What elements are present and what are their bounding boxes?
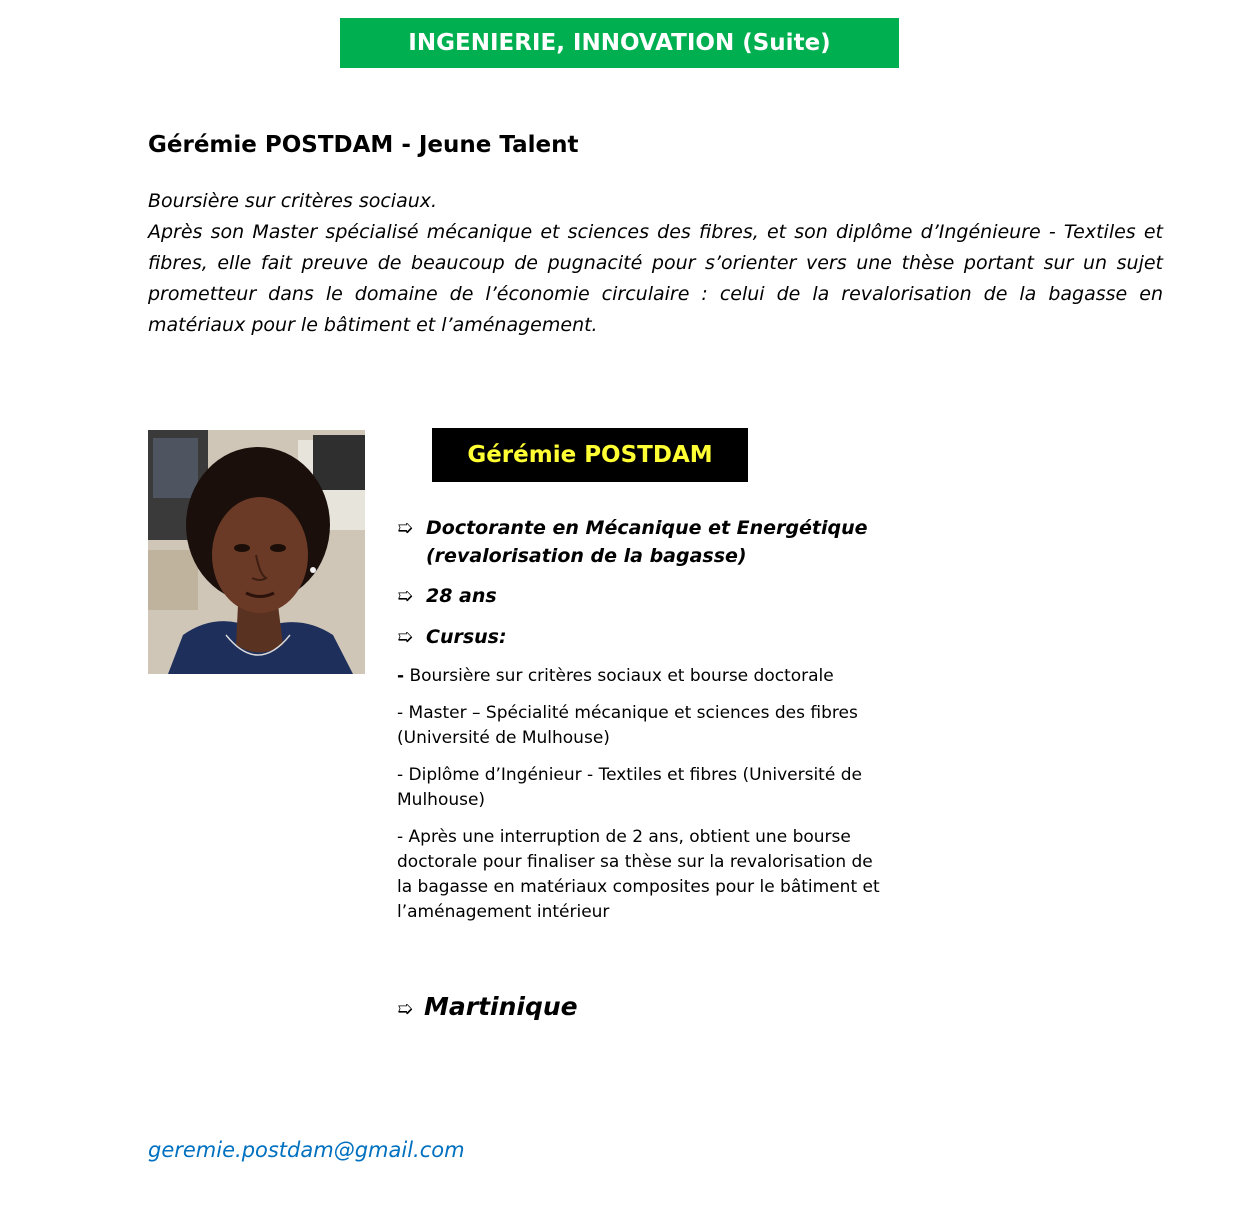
intro-paragraph: Après son Master spécialisé mécanique et sciences des fibres, et son diplôme d’Ingénieure - Textiles et fibres, elle fait preuve de beaucoup de pugnacité pour s’orienter vers une thèse portant sur un sujet prometteur dans le domaine de l’économie circulaire : celui de la revalorisation de la bagasse en matériaux pour le bâtiment et l’aménagement. — [148, 221, 1163, 336]
cursus-item — [397, 701, 887, 751]
bullet-item — [397, 514, 887, 570]
cursus-text: Master – Spécialité mécanique et sciences des fibres (Université de Mulhouse) — [397, 703, 858, 748]
profile-name: Gérémie POSTDAM — [467, 442, 713, 468]
location-text: Martinique — [424, 992, 578, 1021]
cursus-item — [397, 825, 887, 925]
email-link[interactable]: geremie.postdam@gmail.com — [148, 1138, 465, 1162]
location — [397, 990, 578, 1024]
bullet-text: Cursus: — [426, 626, 507, 648]
cursus-text: Diplôme d’Ingénieur - Textiles et fibres (Université de Mulhouse) — [397, 765, 862, 810]
cursus-item — [397, 763, 887, 813]
bullet-text: Doctorante en Mécanique et Energétique — [426, 517, 868, 539]
bullet-item — [397, 623, 887, 651]
cursus-dash: - — [397, 765, 404, 785]
cursus-item — [397, 664, 887, 689]
bullet-text: 28 ans — [426, 585, 497, 607]
profile-name-box — [432, 428, 748, 482]
section-title: Gérémie POSTDAM - Jeune Talent — [148, 132, 579, 158]
cursus-dash: - — [397, 666, 405, 686]
arrow-bullet-icon: ➯ — [397, 626, 413, 648]
arrow-bullet-icon: ➯ — [397, 517, 413, 539]
profile-details — [397, 514, 887, 937]
cursus-dash: - — [397, 827, 404, 847]
cursus-dash: - — [397, 703, 404, 723]
intro-line: Boursière sur critères sociaux. — [148, 190, 438, 212]
intro-text — [148, 186, 1163, 341]
arrow-bullet-icon: ➯ — [397, 998, 413, 1020]
arrow-bullet-icon: ➯ — [397, 585, 413, 607]
section-banner — [340, 18, 899, 68]
bullet-text: (revalorisation de la bagasse) — [426, 545, 747, 567]
banner-title: INGENIERIE, INNOVATION (Suite) — [408, 30, 831, 56]
cursus-text: Boursière sur critères sociaux et bourse doctorale — [404, 666, 834, 686]
profile-photo — [148, 430, 365, 674]
cursus-text: Après une interruption de 2 ans, obtient une bourse doctorale pour finaliser sa thèse sur la revalorisation de la bagasse en matériaux composites pour le bâtiment et l’aménagement intérieur — [397, 827, 880, 922]
bullet-item — [397, 582, 887, 610]
